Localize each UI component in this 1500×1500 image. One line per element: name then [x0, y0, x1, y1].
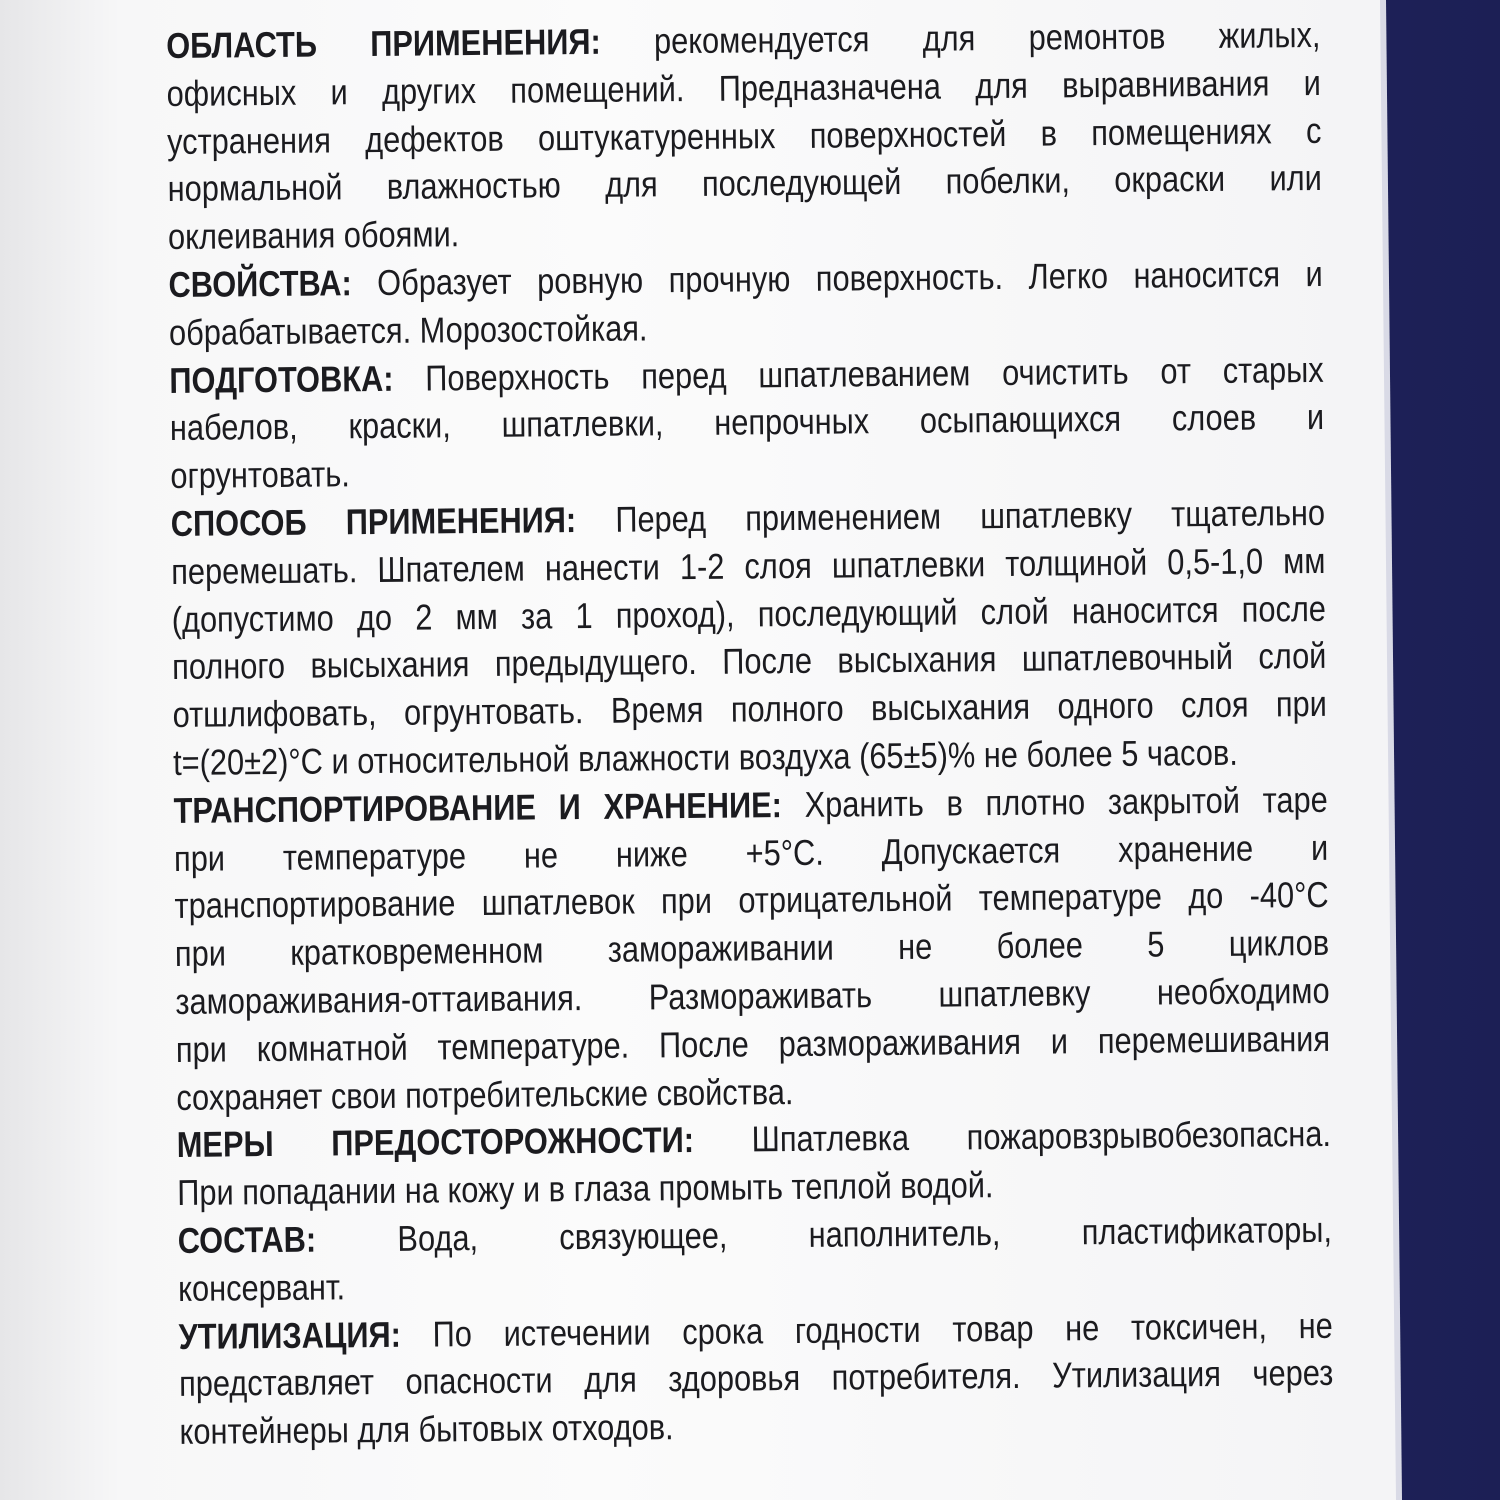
section-body: Хранить в плотно закрытой таре — [781, 778, 1328, 825]
section-body: сохраняет свои потребительские свойства. — [176, 1070, 794, 1118]
section-body: Поверхность перед шпатлеванием очистить от старых — [393, 348, 1324, 399]
section-heading: ОБЛАСТЬ ПРИМЕНЕНИЯ: — [166, 20, 601, 66]
section-body: при температуре не ниже +5°С. Допускается хранение и — [173, 826, 1329, 879]
section — [168, 250, 1323, 357]
section-body: По истечении срока годности товар не токсичен, не — [400, 1304, 1334, 1355]
section-body: огрунтовать. — [170, 453, 351, 497]
section-body: представляет опасности для здоровья потребителя. Утилизация через — [178, 1352, 1334, 1405]
section-body: транспортирование шпатлевок при отрицательной температуре до -40°С — [174, 874, 1329, 927]
section-body: рекомендуется для ремонтов жилых, — [600, 13, 1321, 62]
section-body: при комнатной температуре. После размораживания и перемешивания — [175, 1017, 1331, 1070]
section — [177, 1206, 1332, 1313]
section-heading: СПОСОБ ПРИМЕНЕНИЯ: — [170, 499, 577, 544]
section — [171, 489, 1328, 787]
section-heading: ПОДГОТОВКА: — [169, 357, 394, 401]
section-heading: СВОЙСТВА: — [168, 262, 352, 305]
section-heading: УТИЛИЗАЦИЯ: — [178, 1313, 402, 1357]
section — [178, 1301, 1334, 1455]
section-body: Перед применением шпатлевку тщательно — [575, 491, 1326, 541]
section-body: консервант. — [177, 1266, 346, 1309]
section-body: t=(20±2)°С и относительной влажности воздуха (65±5)% не более 5 часов. — [172, 731, 1238, 783]
section-body: (допустимо до 2 мм за 1 проход), последующий слой наносится после — [171, 587, 1327, 640]
section-body: офисных и других помещений. Предназначена для выравнивания и — [166, 61, 1322, 114]
section-body: Вода, связующее, наполнитель, пластификаторы, — [315, 1208, 1333, 1260]
section-body: отшлифовать, огрунтовать. Время полного высыхания одного слоя при — [172, 683, 1328, 736]
text-line — [179, 1397, 1334, 1456]
label-text — [166, 11, 1334, 1456]
section — [166, 11, 1322, 261]
section-body: набелов, краски, шпатлевки, непрочных осыпающихся слоев и — [169, 396, 1325, 449]
section-body: замораживания-оттаивания. Размораживать шпатлевку необходимо — [175, 969, 1330, 1022]
section-body: оклеивания обоями. — [167, 213, 460, 258]
section-body: При попадании на кожу и в глаза промыть теплой водой. — [177, 1164, 994, 1214]
section-heading: МЕРЫ ПРЕДОСТОРОЖНОСТИ: — [176, 1119, 695, 1166]
section-heading: ТРАНСПОРТИРОВАНИЕ И ХРАНЕНИЕ: — [173, 783, 783, 831]
section — [173, 776, 1330, 1122]
section-body: контейнеры для бытовых отходов. — [179, 1406, 674, 1453]
section-body: Образует ровную прочную поверхность. Легко наносится и — [351, 252, 1323, 304]
section — [177, 1110, 1332, 1217]
section-body: при кратковременном замораживании не более 5 циклов — [174, 922, 1330, 975]
section-body: нормальной влажностью для последующей побелки, окраски или — [167, 157, 1322, 210]
section-body: обрабатывается. Морозостойкая. — [168, 307, 648, 353]
section-body: полного высыхания предыдущего. После высыхания шпатлевочный слой — [171, 635, 1327, 688]
section — [169, 345, 1325, 499]
section-body: Шпатлевка пожаровзрывобезопасна. — [693, 1113, 1332, 1161]
section-heading: СОСТАВ: — [177, 1218, 317, 1261]
section-body: перемешать. Шпателем нанести 1-2 слоя шпатлевки толщиной 0,5-1,0 мм — [171, 539, 1326, 592]
section-body: устранения дефектов оштукатуренных поверхностей в помещениях с — [166, 109, 1322, 162]
